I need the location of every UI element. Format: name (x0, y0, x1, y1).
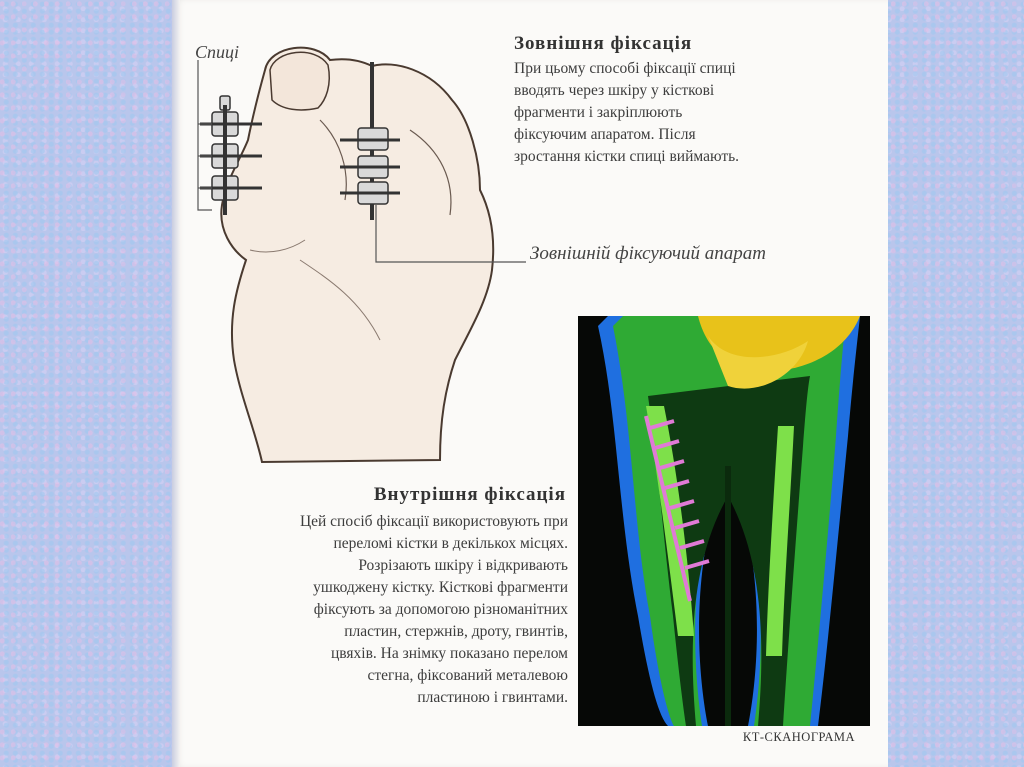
internal-fixation-text (196, 511, 568, 709)
text-line: При цьому способі фіксації спиці (514, 60, 736, 77)
text-line: переломі кістки в декількох місцях. (333, 535, 568, 552)
label-external-fixator: Зовнішній фіксуючий апарат (530, 243, 767, 264)
text-line: вводять через шкіру у кісткові (514, 82, 715, 99)
text-line: фіксуючим апаратом. Після (514, 126, 696, 143)
external-fixation-text (514, 58, 854, 168)
text-line: Цей спосіб фіксації використовують при (299, 513, 568, 530)
label-spytsi: Спиці (195, 42, 240, 62)
text-line: цвяхів. На знімку показано перелом (330, 645, 568, 662)
text-line: стегна, фіксований металевою (367, 667, 568, 684)
text-line: Розрізають шкіру і відкривають (358, 557, 568, 574)
ct-scan-image (578, 316, 870, 726)
text-line: пластин, стержнів, дроту, гвинтів, (344, 623, 568, 640)
text-line: фіксують за допомогою різноманітних (313, 601, 568, 618)
text-line: фрагменти і закріплюють (514, 104, 683, 121)
text-line: ушкоджену кістку. Кісткові фрагменти (313, 579, 568, 596)
text-line: зростання кістки спиці виймають. (514, 148, 740, 165)
text-line: пластиною і гвинтами. (417, 689, 568, 706)
internal-fixation-heading: Внутрішня фіксація (373, 484, 566, 505)
external-fixation-heading: Зовнішня фіксація (514, 33, 693, 54)
ct-caption: КТ-СКАНОГРАМА (742, 730, 856, 744)
